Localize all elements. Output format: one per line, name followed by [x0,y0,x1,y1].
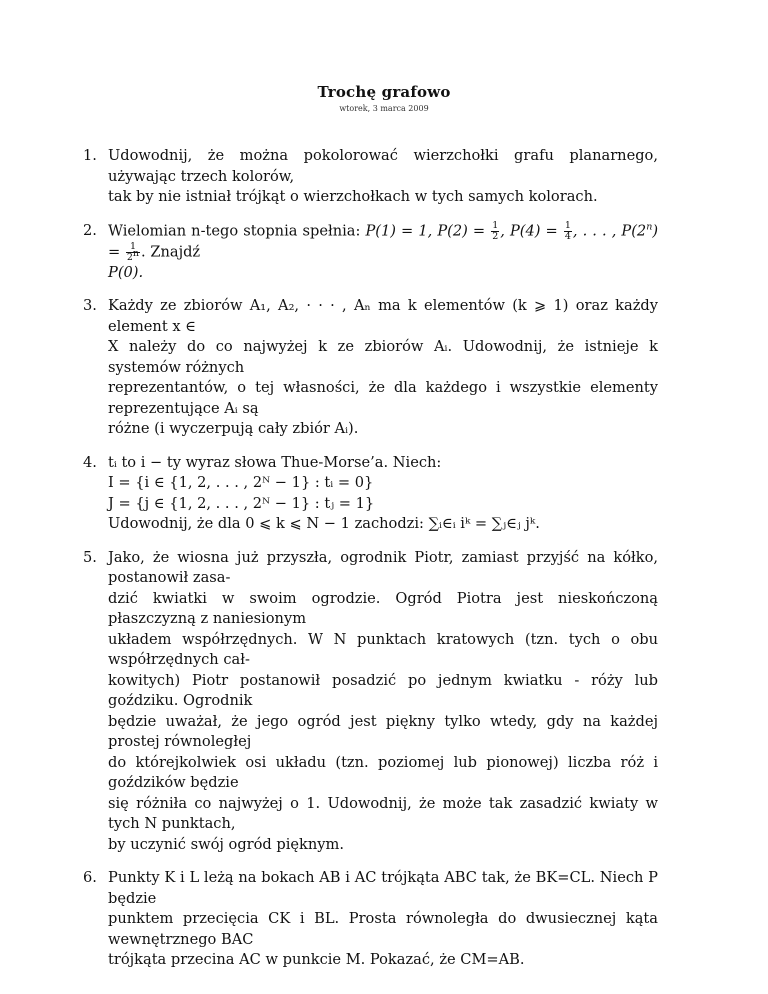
problem-number: 1. [83,147,97,164]
problem-text-line: do którejkolwiek osi układu (tzn. poziomej lub pionowej) liczba róż i goździków będzie [108,753,658,791]
problem-text-line: tak by nie istniał trójkąt o wierzchołkach w tych samych kolorach. [108,188,598,205]
problem-6 [83,868,658,971]
fraction-numerator: 1 [126,242,140,253]
fraction-quarter [564,221,572,242]
fraction-denominator: 4 [564,230,571,242]
problem-text-line: trójkąta przecina AC w punkcie M. Pokazać, że CM=AB. [108,951,525,968]
problem-number: 5. [83,548,97,566]
problem-4 [83,453,658,535]
set-definition-i: I = {i ∈ {1, 2, . . . , 2ᴺ − 1} : tᵢ = 0} [108,474,374,491]
fraction-denominator: 2 [492,230,499,242]
problem-text-line: punktem przecięcia CK i BL. Prosta równoległa do dwusiecznej kąta wewnętrznego BAC [108,910,658,948]
problem-text-line: się różniła co najwyżej o 1. Udowodnij, że może tak zasadzić kwiaty w tych N punktach, [108,794,658,832]
problem-3 [83,296,658,440]
math-p4: , P(4) = [500,222,558,239]
problem-text-line: Udowodnij, że dla 0 ⩽ k ⩽ N − 1 zachodzi: ∑ᵢ∈ᵢ iᵏ = ∑ⱼ∈ⱼ jᵏ. [108,515,540,532]
problem-text-line: Udowodnij, że można pokolorować wierzchołki grafu planarnego, używając trzech kolorów, [108,147,658,185]
fraction-half [491,221,499,242]
problem-text-line: Punkty K i L leżą na bokach AB i AC trójkąta ABC tak, że BK=CL. Niech P będzie [108,869,658,907]
problem-text-line: kowitych) Piotr postanowił posadzić po jednym kwiatku - róży lub goździku. Ogrodnik [108,671,658,709]
problem-1 [83,146,658,208]
fraction-numerator: 1 [492,219,499,231]
problem-text-line: Każdy ze zbiorów A₁, A₂, · · · , Aₙ ma k elementów (k ⩾ 1) oraz każdy element x ∈ [108,297,658,335]
problem-number: 6. [83,869,97,886]
problem-text-line: reprezentantów, o tej własności, że dla każdego i wszystkie elementy reprezentujące Aᵢ są [108,379,658,417]
problem-text-line: dzić kwiatki w swoim ogrodzie. Ogród Piotra jest nieskończoną płaszczyzną z naniesionym [108,589,658,627]
problem-text-line: różne (i wyczerpują cały zbiór Aᵢ). [108,420,359,437]
fraction-denominator-base: 2 [126,251,133,263]
problem-text-line: Jako, że wiosna już przyszła, ogrodnik Piotr, zamiast przyjść na kółko, postanowił zasa- [108,548,658,586]
problem-text-line: będzie uważał, że jego ogród jest piękny tylko wtedy, gdy na każdej prostej równoległej [108,712,658,750]
problem-number: 3. [83,297,97,314]
problem-5 [83,548,658,856]
problem-list [83,146,659,984]
fraction-numerator: 1 [564,219,571,231]
math-p2: P(2) = [437,222,486,239]
problem-number: 4. [83,453,97,471]
math-p1: P(1) = 1, [365,222,433,239]
problem-number: 2. [83,221,97,239]
problem-text-line: P(0). [108,263,144,281]
problem-text-line [108,221,658,263]
fraction-inverse-power [126,242,140,263]
document-date: wtorek, 3 marca 2009 [339,104,429,113]
fraction-denominator [126,247,140,263]
math-dots: , . . . , P(2 [572,222,647,239]
set-definition-j: J = {j ∈ {1, 2, . . . , 2ᴺ − 1} : tⱼ = 1} [108,494,375,512]
math-pn: ) = [108,222,659,260]
problem-2 [83,219,659,284]
problem-text-line: by uczynić swój ogród pięknym. [108,835,345,853]
fraction-denominator-exponent: n [132,247,140,259]
document-title: Trochę grafowo [317,83,451,101]
problem-text-line: układem współrzędnych. W N punktach kratowych (tzn. tych o obu współrzędnych cał- [108,630,658,668]
problem-text: Wielomian n-tego stopnia spełnia: [108,222,366,239]
problem-text-line: tᵢ to i − ty wyraz słowa Thue-Morse’a. Niech: [108,453,442,471]
math-exponent: n [646,221,653,233]
problem-text-line: X należy do co najwyżej k ze zbiorów Aᵢ. Udowodnij, że istnieje k systemów różnych [108,338,658,376]
problem-text: . Znajdź [141,243,201,260]
